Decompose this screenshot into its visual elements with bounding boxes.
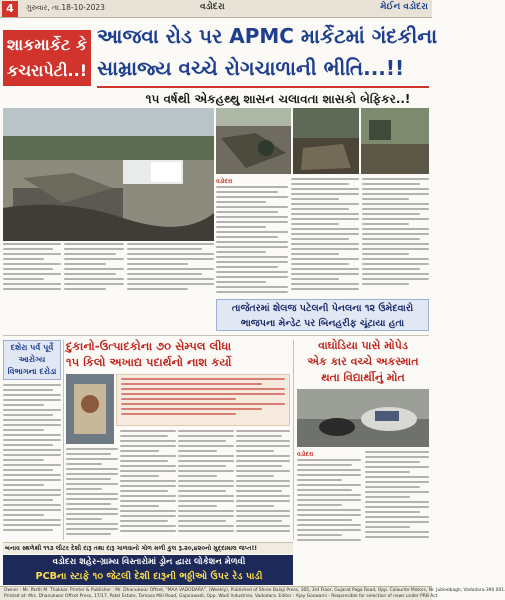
imprint-line-1: Owner : Mr. Parth M. Thakkar. Printer & Publisher : Mr. Dhanukwar Offset, "MAA VADODARA", (Weekly), Published of Shree Balaji Press, 305, 3rd Floor, Gujarat Paga Road, Opp. Colourite Motors, Nr. Jubeelbagh, Vadodara-390 001. (4, 588, 505, 593)
lead-body-column-b (127, 243, 214, 293)
column-divider (63, 340, 64, 540)
accident-headline-3: થતા વિદ્યાર્થીનું મોત (321, 371, 405, 384)
edition-name: મેઈન વડોદરા (380, 2, 428, 12)
accident-dateline: વડોદરા (297, 451, 314, 458)
lead-kicker: શાકમાર્કેટ કે કચરાપેટી..! (3, 30, 91, 86)
issue-date: ગુરુવાર, તા.18-10-2023 (26, 3, 105, 12)
sidebar-headline: દશેરા પર્વ પૂર્વે આરોગ્ય વિભાગના દરોડા (3, 340, 61, 380)
accident-photo (297, 389, 429, 447)
lead-column-1 (216, 178, 288, 296)
pcb-headline-1: વડોદરા શહેર-ગ્રામ્ય વિસ્તારોમાં ડ્રોન દ્વારા લોકેશન મેળવી (52, 557, 246, 567)
samples-column-2 (120, 430, 176, 540)
garbage-photo-3 (361, 108, 429, 174)
garbage-photo-1 (216, 108, 291, 174)
food-sample-photo (66, 374, 114, 444)
lead-photo-caption-column (3, 243, 61, 293)
banner-line-2: ભાજપના મેન્ડેટ પર બિનહરીફ ચૂંટાયા હતા (240, 318, 405, 329)
accident-headline-1: વાઘોડિયા પાસે મોપેડ (318, 339, 408, 352)
samples-headline-1: દુકાનો-ઉત્પાદકોના ૭૦ સેમ્પલ લીધા (66, 339, 232, 353)
lead-subhead: ૧૫ વર્ષથી એકહથ્થુ શાસન ચલાવતા શાસકો બેફિકર..! (145, 92, 411, 106)
accident-column-1 (297, 451, 361, 541)
samples-column-4 (236, 430, 290, 540)
samples-highlight-box (116, 374, 290, 426)
samples-column-1 (66, 448, 118, 540)
imprint-footer (0, 586, 505, 600)
garbage-photo-2 (293, 108, 359, 174)
section-name: વડોદરા (200, 2, 225, 12)
divider (97, 86, 429, 88)
accident-column-2 (365, 451, 429, 541)
lead-headline-1: આજવા રોડ પર APMC માર્કેટમાં ગંદકીના (97, 24, 438, 48)
imprint-line-2: Printed at: M/s. Dhanukwar Offset Press, 17/17, Patel Estate, Tamasa Mill Road, Gajarawadi, Opp. Wadi Industries, Vadodara. Editor : Ajay Goswami - Responsible for selection of news under PRB Act. (4, 594, 439, 599)
election-banner (216, 299, 429, 331)
liquor-seizure-strip: બનાવ સ્થળેથી ૧૧૩ લીટર દેશી દારૂ તથા દારૂ ગાળવાનો ગોળ મળી કુલ રૂ.૨૦,૪૨૦નો મુદ્દામાલ જપ્ત!! (3, 542, 293, 554)
samples-column-3 (178, 430, 234, 540)
accident-headline-2: એક કાર વચ્ચે અકસ્માત (307, 355, 419, 368)
lead-column-3 (362, 178, 429, 296)
dateline: વડોદરા (216, 178, 233, 185)
banner-line-1: તાજેતરમાં શેલજ પટેલની પેનલના ૧૨ ઉમેદવારો (231, 303, 414, 314)
pcb-headline-2: PCBના સ્ટાફે ૧૦ જેટલી દેશી દારૂની ભઠ્ઠીઓ ઉપર રેડ પાડી (35, 571, 263, 582)
lead-body-column-a (64, 243, 124, 293)
market-photo (3, 108, 214, 241)
samples-headline-2: ૧૫ કિલો અખાદ્ય પદાર્થનો નાશ કર્યો (66, 355, 232, 369)
lead-column-2 (291, 178, 359, 296)
page-number: 4 (2, 1, 18, 17)
section-divider (3, 335, 429, 336)
column-divider-2 (293, 340, 294, 540)
sidebar-body (3, 384, 61, 539)
lead-headline-2: સામ્રાજ્ય વચ્ચે રોગચાળાની ભીતિ...!! (97, 56, 405, 80)
